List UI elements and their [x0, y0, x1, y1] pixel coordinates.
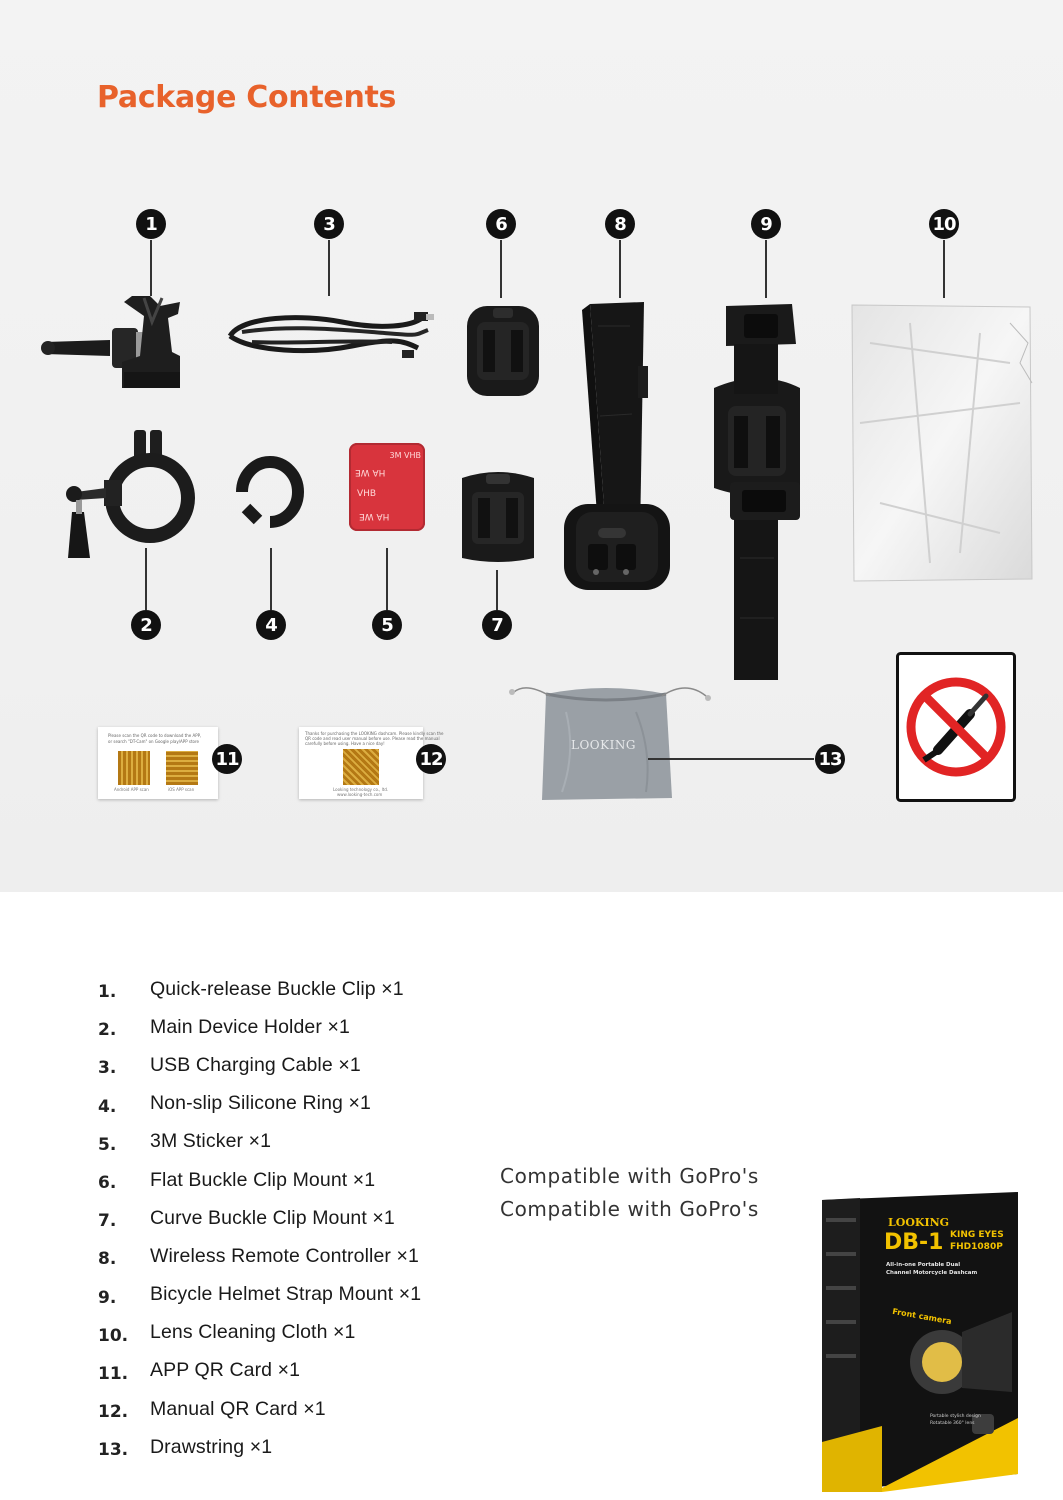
item-label: Lens Cleaning Cloth ×1	[150, 1321, 356, 1344]
flat-mount-image	[463, 300, 543, 400]
pouch-brand: LOOKING	[571, 738, 636, 752]
item-label: APP QR Card ×1	[150, 1359, 301, 1382]
manual-card-line-1: Thanks for purchasing the LOOKING dashcam. Please kindly scan the	[305, 731, 444, 736]
item-number: 5.	[98, 1134, 117, 1155]
box-subtitle-2: Channel Motorcycle Dashcam	[886, 1270, 978, 1276]
list-item	[98, 1008, 421, 1046]
3m-sticker-image	[349, 443, 425, 531]
box-footer-1: Portable stylish design	[930, 1414, 981, 1419]
badge-1: 1	[136, 209, 166, 239]
badge-9: 9	[751, 209, 781, 239]
app-card-line-1: Please scan the QR code to download the APP,	[108, 733, 202, 738]
item-label: Flat Buckle Clip Mount ×1	[150, 1168, 376, 1191]
item-label: Main Device Holder ×1	[150, 1015, 350, 1038]
product-box	[822, 1192, 1018, 1492]
list-item	[98, 1085, 421, 1123]
box-model: DB-1	[884, 1230, 944, 1255]
list-item	[98, 1046, 421, 1084]
sticker-text-top: 3M VHB	[389, 451, 421, 460]
badge-3: 3	[314, 209, 344, 239]
ios-qr-code	[166, 751, 198, 785]
item-label: Bicycle Helmet Strap Mount ×1	[150, 1283, 422, 1306]
badge-8: 8	[605, 209, 635, 239]
app-card-line-2: or search "DT-Cam" on Google play/APP store	[108, 739, 200, 744]
box-tagline-top: KING EYES	[950, 1230, 1004, 1240]
item-label: Quick-release Buckle Clip ×1	[150, 977, 404, 1000]
compatibility-note-2: Compatible with GoPro's	[500, 1197, 759, 1221]
compatibility-note-1: Compatible with GoPro's	[500, 1164, 759, 1188]
item-number: 7.	[98, 1211, 117, 1232]
manual-card-line-2: QR code and read user manual before use. Please read the manual	[305, 736, 440, 741]
helmet-strap-image	[700, 298, 810, 682]
manual-card-line-3: carefully before using. Have a nice day!	[305, 741, 385, 746]
badge-13: 13	[815, 744, 845, 774]
silicone-ring-image	[232, 452, 308, 532]
badge-10: 10	[929, 209, 959, 239]
app-qr-card	[98, 727, 218, 799]
list-item	[98, 1314, 421, 1352]
device-holder-image	[62, 428, 192, 568]
android-qr-code	[118, 751, 150, 785]
leader-line-6	[500, 240, 502, 298]
item-number: 13.	[98, 1440, 129, 1461]
badge-7: 7	[482, 610, 512, 640]
buckle-clip-image	[40, 292, 200, 402]
badge-12: 12	[416, 744, 446, 774]
item-label: Manual QR Card ×1	[150, 1397, 326, 1420]
item-label: USB Charging Cable ×1	[150, 1053, 361, 1076]
item-label: Wireless Remote Controller ×1	[150, 1244, 419, 1267]
list-item	[98, 1390, 421, 1428]
usb-cable-image	[222, 296, 437, 376]
item-number: 12.	[98, 1402, 129, 1423]
badge-2: 2	[131, 610, 161, 640]
badge-5: 5	[372, 610, 402, 640]
list-item	[98, 1428, 421, 1466]
item-number: 9.	[98, 1287, 117, 1308]
item-number: 10.	[98, 1325, 129, 1346]
leader-line-1	[150, 240, 152, 296]
leader-line-9	[765, 240, 767, 298]
leader-line-5	[386, 548, 388, 610]
badge-4: 4	[256, 610, 286, 640]
manual-card-email: www.looking-tech.com	[337, 792, 383, 797]
remote-controller-image	[552, 296, 682, 596]
list-item	[98, 1237, 421, 1275]
sticker-text-mid2: VHB	[357, 489, 377, 499]
item-number: 1.	[98, 982, 117, 1003]
leader-line-3	[328, 240, 330, 296]
no-screwdriver-sign-icon	[896, 652, 1016, 802]
badge-6: 6	[486, 209, 516, 239]
leader-line-8	[619, 240, 621, 298]
item-number: 2.	[98, 1020, 117, 1041]
leader-line-10	[943, 240, 945, 298]
list-item	[98, 1199, 421, 1237]
badge-11: 11	[212, 744, 242, 774]
manual-card-company: Looking technology co., ltd.	[333, 787, 389, 792]
leader-line-7	[496, 570, 498, 610]
item-number: 3.	[98, 1058, 117, 1079]
sticker-text-mid1: HA WE	[355, 467, 386, 477]
item-number: 6.	[98, 1173, 117, 1194]
item-label: Curve Buckle Clip Mount ×1	[150, 1206, 395, 1229]
list-item	[98, 1352, 421, 1390]
leader-line-13	[648, 758, 814, 760]
item-number: 8.	[98, 1249, 117, 1270]
list-item	[98, 1276, 421, 1314]
cleaning-cloth-image	[850, 303, 1034, 583]
page-title: Package Contents	[97, 80, 397, 115]
sticker-text-bottom: HA WE	[359, 511, 390, 521]
item-label: 3M Sticker ×1	[150, 1130, 272, 1153]
package-contents-list	[98, 970, 421, 1466]
item-number: 4.	[98, 1096, 117, 1117]
box-front-camera-label: Front camera	[891, 1306, 953, 1327]
list-item	[98, 1123, 421, 1161]
box-footer-2: Rotatable 360° lens	[930, 1421, 975, 1426]
ios-caption: iOS APP scan	[168, 787, 195, 792]
leader-line-4	[270, 548, 272, 610]
box-subtitle-1: All-in-one Portable Dual	[886, 1262, 961, 1268]
manual-qr-code	[343, 749, 379, 785]
item-number: 11.	[98, 1363, 129, 1384]
curve-mount-image	[456, 468, 540, 566]
android-caption: Android APP scan	[114, 787, 149, 792]
list-item	[98, 1161, 421, 1199]
item-label: Drawstring ×1	[150, 1435, 273, 1458]
list-item	[98, 970, 421, 1008]
box-brand: LOOKING	[888, 1216, 950, 1229]
box-tagline-bottom: FHD1080P	[950, 1242, 1003, 1252]
item-label: Non-slip Silicone Ring ×1	[150, 1092, 371, 1115]
